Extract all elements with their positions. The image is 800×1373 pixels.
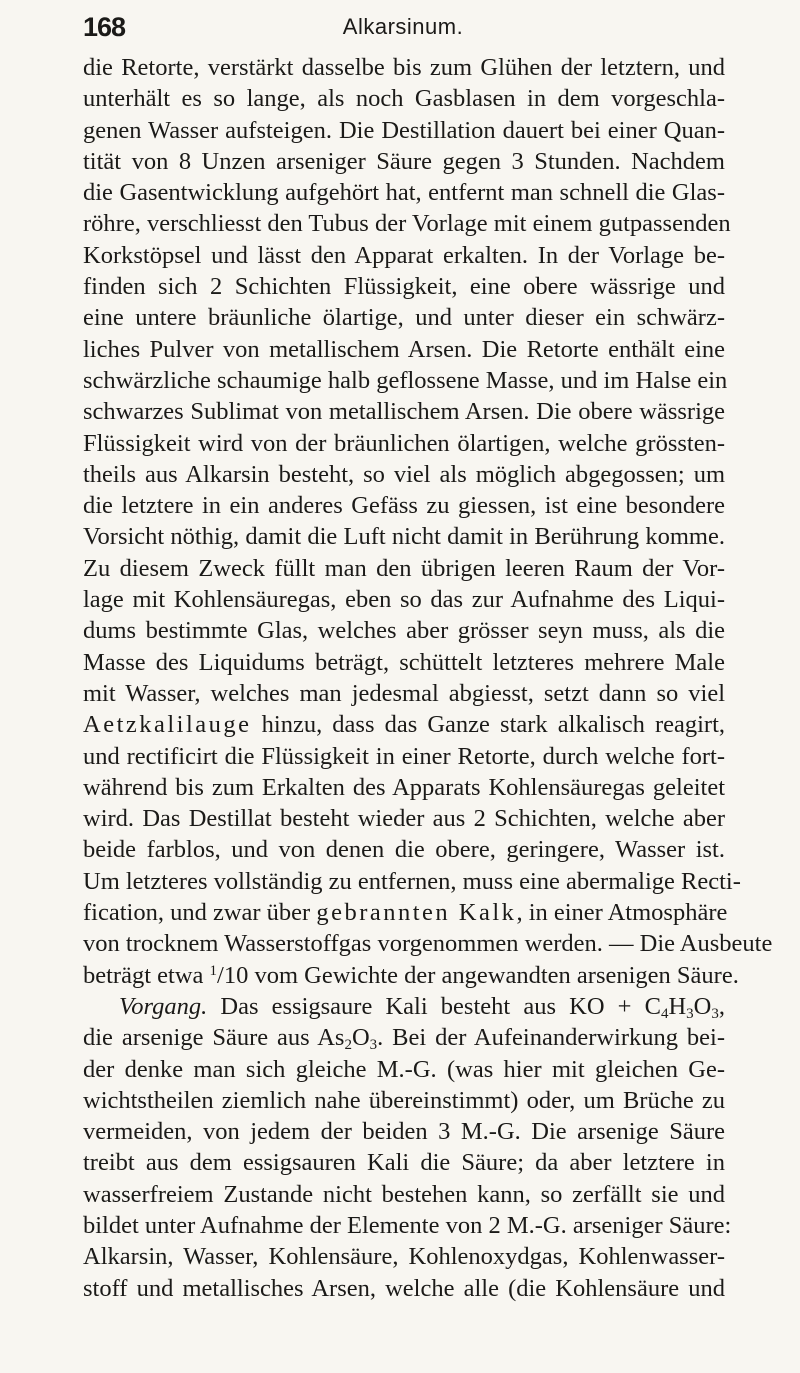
text-line: dums bestimmte Glas, welches aber grösser seyn muss, als die: [83, 617, 725, 645]
text-line: die Retorte, verstärkt dasselbe bis zum Glühen der letztern, und: [83, 54, 725, 81]
text-line: beide farblos, und von denen die obere, geringere, Wasser ist.: [83, 836, 725, 864]
page-number: 168: [83, 12, 126, 42]
text-line: [83, 1022, 725, 1053]
emphasis-spaced: gebrannten Kalk: [316, 899, 517, 927]
fraction-numerator: 1: [209, 962, 218, 979]
text-line: mit Wasser, welches man jedesmal abgiesst, setzt dann so viel: [83, 679, 725, 707]
text-run: ,: [718, 992, 725, 1020]
text-line: tität von 8 Unzen arseniger Säure gegen 3 Stunden. Nachdem: [83, 147, 725, 175]
subscript: 4: [660, 1005, 669, 1022]
subscript: 3: [711, 1005, 719, 1022]
text-run: fication, und zwar über: [83, 899, 317, 927]
text-line: wird. Das Destillat besteht wieder aus 2 Schichten, welche aber: [83, 805, 725, 833]
text-line: [83, 960, 739, 991]
text-run: die arsenige Säure aus As: [83, 1024, 345, 1052]
subscript: 2: [344, 1037, 352, 1054]
text-line: Vorsicht nöthig, damit die Luft nicht damit in Berührung komme.: [83, 523, 725, 551]
text-line: [83, 897, 728, 928]
text-line: genen Wasser aufsteigen. Die Destillation dauert bei einer Quan-: [83, 116, 725, 144]
text-line: stoff und metallisches Arsen, welche alle (die Kohlensäure und: [83, 1274, 725, 1302]
text-line: während bis zum Erkalten des Apparats Kohlensäuregas geleitet: [83, 773, 725, 801]
text-run: H: [668, 992, 687, 1020]
text-line: theils aus Alkarsin besteht, so viel als möglich abgegossen; um: [83, 460, 725, 488]
text-run: , in einer Atmosphäre: [516, 899, 728, 927]
text-run: O: [693, 992, 712, 1020]
page-header: [83, 10, 723, 50]
subscript: 3: [369, 1037, 378, 1054]
text-run: hinzu, dass das Ganze stark alkalisch reagirt,: [251, 711, 725, 739]
text-line: die letztere in ein anderes Gefäss zu giessen, ist eine besondere: [83, 492, 725, 520]
text-line: der denke man sich gleiche M.-G. (was hier mit gleichen Ge-: [83, 1055, 725, 1083]
text-line: von trocknem Wasserstoffgas vorgenommen werden. — Die Ausbeute: [83, 930, 773, 958]
text-line: [83, 991, 725, 1022]
text-line: unterhält es so lange, als noch Gasblasen in dem vorgeschla-: [83, 85, 725, 113]
body-text: [83, 52, 773, 1304]
fraction-denominator: /10: [217, 961, 249, 989]
text-line: und rectificirt die Flüssigkeit in einer Retorte, durch welche fort-: [83, 742, 725, 770]
text-line: röhre, verschliesst den Tubus der Vorlage mit einem gutpassenden: [83, 210, 731, 238]
running-head: Alkarsinum.: [342, 14, 464, 39]
text-line: bildet unter Aufnahme der Elemente von 2 M.-G. arseniger Säure:: [83, 1211, 732, 1239]
text-line: eine untere bräunliche ölartige, und unter dieser ein schwärz-: [83, 304, 725, 332]
text-line: Korkstöpsel und lässt den Apparat erkalten. In der Vorlage be-: [83, 241, 725, 269]
text-run: O: [351, 1024, 370, 1052]
text-run: Das essigsaure Kali besteht aus KO + C: [207, 992, 661, 1020]
subscript: 3: [686, 1005, 694, 1022]
text-line: Alkarsin, Wasser, Kohlensäure, Kohlenoxydgas, Kohlenwasser-: [83, 1243, 725, 1271]
text-line: liches Pulver von metallischem Arsen. Die Retorte enthält eine: [83, 335, 725, 363]
text-line: schwarzes Sublimat von metallischem Arsen. Die obere wässrige: [83, 398, 725, 426]
text-line: Um letzteres vollständig zu entfernen, muss eine abermalige Recti-: [83, 867, 741, 895]
text-line: Flüssigkeit wird von der bräunlichen ölartigen, welche grössten-: [83, 429, 725, 457]
text-line: finden sich 2 Schichten Flüssigkeit, eine obere wässrige und: [83, 273, 725, 301]
text-line: vermeiden, von jedem der beiden 3 M.-G. Die arsenige Säure: [83, 1118, 725, 1146]
text-line: die Gasentwicklung aufgehört hat, entfernt man schnell die Glas-: [83, 179, 725, 207]
text-line: [83, 709, 725, 740]
text-line: wichtstheilen ziemlich nahe übereinstimmt) oder, um Brüche zu: [83, 1086, 725, 1114]
text-line: schwärzliche schaumige halb geflossene Masse, und im Halse ein: [83, 366, 728, 394]
text-line: treibt aus dem essigsauren Kali die Säure; da aber letztere in: [83, 1149, 725, 1177]
text-line: Masse des Liquidums beträgt, schüttelt letzteres mehrere Male: [83, 648, 725, 676]
text-line: lage mit Kohlensäuregas, eben so das zur Aufnahme des Liqui-: [83, 586, 725, 614]
text-run: vom Gewichte der angewandten arsenigen Säure.: [248, 961, 739, 989]
text-line: wasserfreiem Zustande nicht bestehen kann, so zerfällt sie und: [83, 1180, 725, 1208]
text-run: . Bei der Aufeinanderwirkung bei-: [377, 1024, 725, 1052]
text-run: beträgt etwa: [83, 961, 210, 989]
emphasis-spaced: Aetzkalilauge: [83, 711, 252, 739]
section-label: Vorgang.: [119, 992, 208, 1020]
text-line: Zu diesem Zweck füllt man den übrigen leeren Raum der Vor-: [83, 554, 725, 582]
